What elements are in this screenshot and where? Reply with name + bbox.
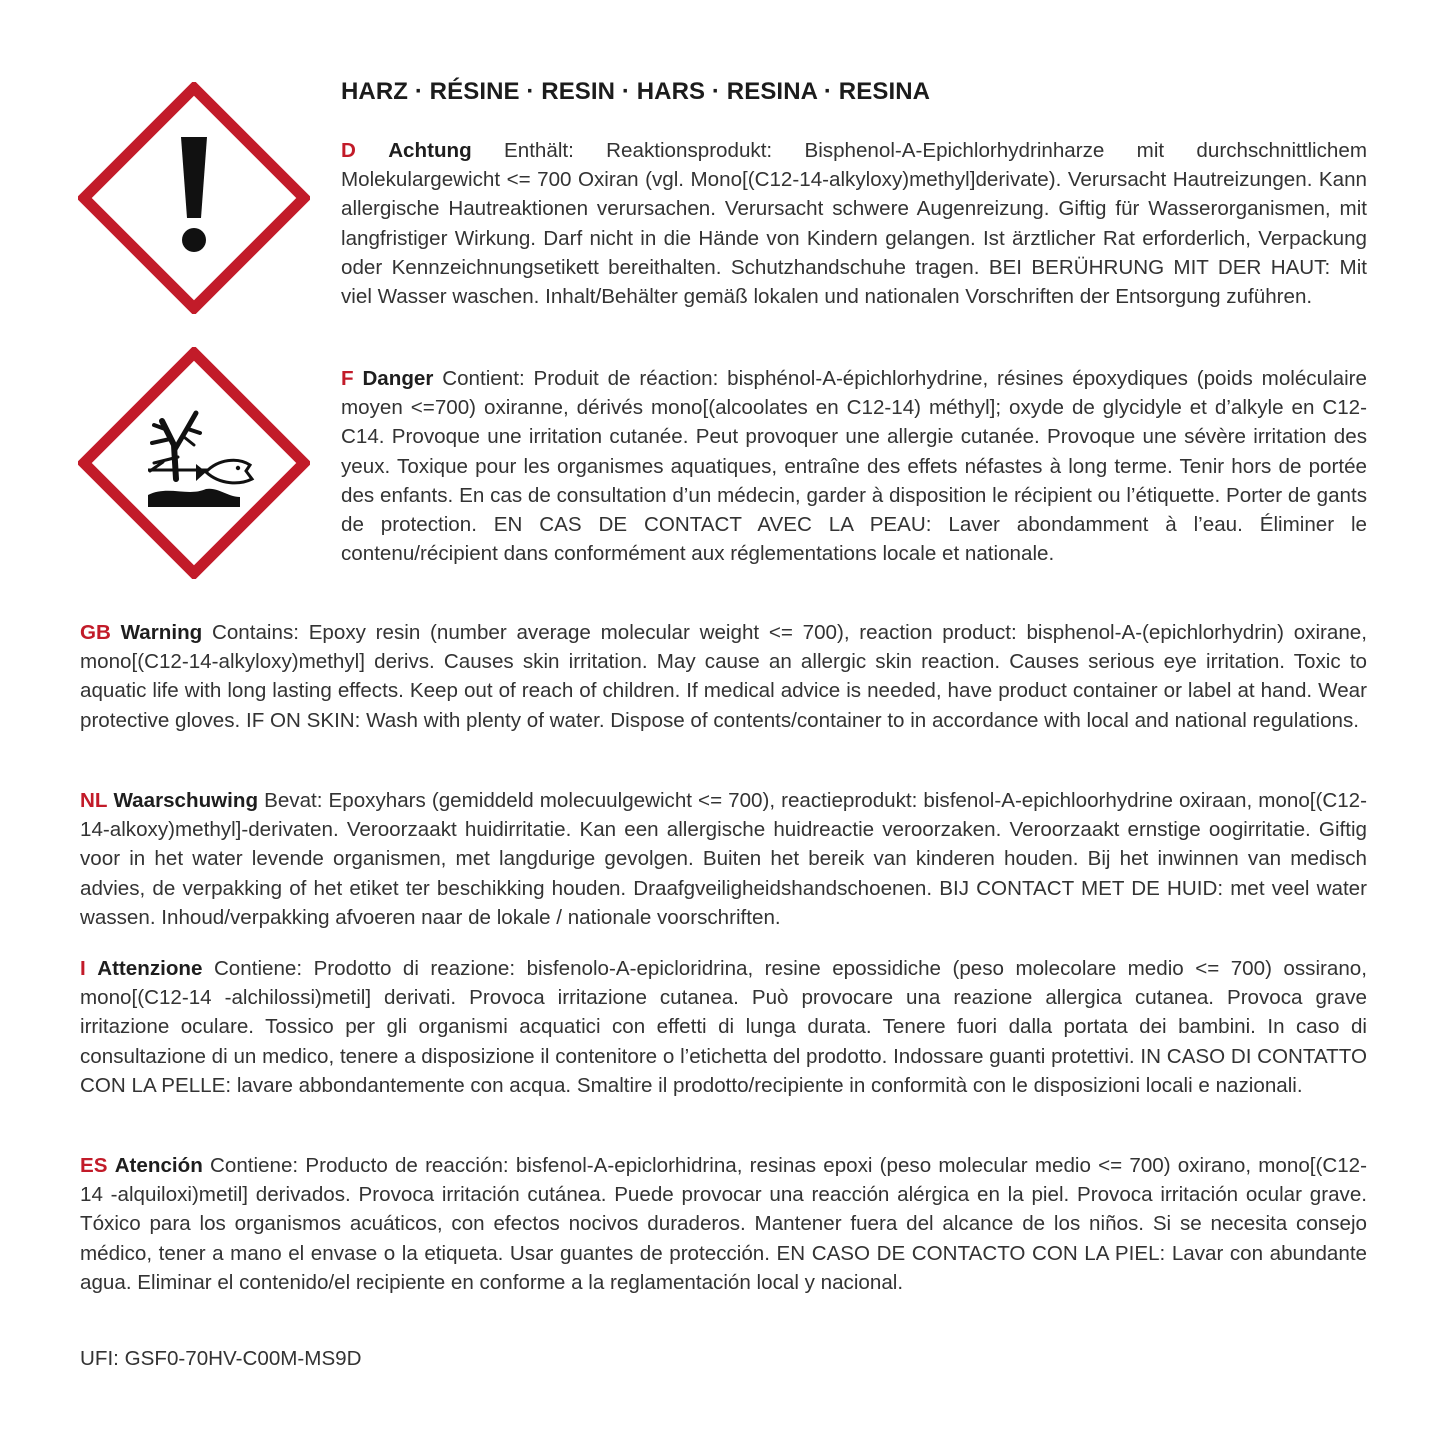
dead-tree-and-fish-icon	[78, 347, 310, 579]
hazard-text-nl	[80, 786, 1367, 932]
signal-word-fr: Danger	[362, 367, 434, 390]
signal-word-es: Atención	[114, 1154, 203, 1177]
language-code-nl: NL	[80, 789, 108, 812]
exclamation-mark-icon	[78, 82, 310, 314]
hazard-statement-es: Contiene: Producto de reacción: bisfenol-A-epiclorhidrina, resinas epoxi (peso molecular medio <= 700) oxirano, mono[(C12-14 -alquiloxi)metil] derivados. Provoca irritación cutánea. Puede provocar una reacción alérgica en la piel. Provoca irritación ocular grave. Tóxico para los organismos acuáticos, con efectos nocivos duraderos. Mantener fuera del alcance de los niños. Si se necesita consejo médico, tener a mano el envase o la etiqueta. Usar guantes de protección. EN CASO DE CONTACTO CON LA PIEL: Lavar con abundante agua. Eliminar el contenido/el recipiente en conforme a la reglamentación local y nacional.	[80, 1154, 1367, 1294]
language-code-es: ES	[80, 1154, 108, 1177]
signal-word-nl: Waarschuwing	[113, 789, 259, 812]
language-code-gb: GB	[80, 621, 111, 644]
hazard-statement-de: Enthält: Reaktionsprodukt: Bisphenol-A-Epichlorhydrinharze mit durchschnittlichem Molekulargewicht <= 700 Oxiran (vgl. Mono[(C12-14-alkyloxy)methyl]derivate). Verursacht Hautreizungen. Kann allergische Hautreaktionen verursachen. Verursacht schwere Augenreizung. Giftig für Wasserorganismen, mit langfristiger Wirkung. Darf nicht in die Hände von Kindern gelangen. Ist ärztlicher Rat erforderlich, Verpackung oder Kennzeichnungsetikett bereithalten. Schutzhandschuhe tragen. BEI BERÜHRUNG MIT DER HAUT: Mit viel Wasser waschen. Inhalt/Behälter gemäß lokalen und nationalen Vorschriften der Entsorgung zuführen.	[341, 139, 1367, 309]
hazard-text-de	[341, 136, 1367, 311]
hazard-text-es	[80, 1151, 1367, 1297]
language-code-de: D	[341, 139, 356, 162]
hazard-text-it	[80, 954, 1367, 1100]
hazard-statement-fr: Contient: Produit de réaction: bisphénol-A-épichlorhydrine, résines époxydiques (poids moléculaire moyen <=700) oxiranne, dérivés mono[(alcoolates en C12-14) méthyl]; oxyde de glycidyle et d’alkyle en C12-C14. Provoque une irritation cutanée. Peut provoquer une allergie cutanée. Provoque une sévère irritation des yeux. Toxique pour les organismes aquatiques, entraîne des effets néfastes à long terme. Tenir hors de portée des enfants. En cas de consultation d’un médecin, garder à disposition le récipient ou l’étiquette. Porter de gants de protection. EN CAS DE CONTACT AVEC LA PEAU: Laver abondamment à l’eau. Éliminer le contenu/récipient dans conformément aux réglementations locale et nationale.	[341, 367, 1367, 566]
ufi-code: UFI: GSF0-70HV-C00M-MS9D	[80, 1347, 362, 1370]
signal-word-it: Attenzione	[97, 957, 203, 980]
hazard-statement-it: Contiene: Prodotto di reazione: bisfenolo-A-epicloridrina, resine epossidiche (peso molecolare medio <= 700) ossirano, mono[(C12-14 -alchilossi)metil] derivati. Provoca irritazione cutanea. Può provocare una reazione allergica cutanea. Provoca grave irritazione oculare. Tossico per gli organismi acquatici con effetti di lunga durata. Tenere fuori dalla portata dei bambini. In caso di consultazione di un medico, tenere a disposizione il contenitore o l’etichetta del prodotto. Indossare guanti protettivi. IN CASO DI CONTATTO CON LA PELLE: lavare abbondantemente con acqua. Smaltire il prodotto/recipiente in conformità con le disposizioni locali e nazionali.	[80, 957, 1367, 1097]
signal-word-de: Achtung	[388, 139, 472, 162]
hazard-statement-gb: Contains: Epoxy resin (number average molecular weight <= 700), reaction product: bisphenol-A-(epichlorhydrin) oxirane, mono[(C12-14-alkyloxy)methyl] derivs. Causes skin irritation. May cause an allergic skin reaction. Causes serious eye irritation. Toxic to aquatic life with long lasting effects. Keep out of reach of children. If medical advice is needed, have product container or label at hand. Wear protective gloves. IF ON SKIN: Wash with plenty of water. Dispose of contents/container to in accordance with local and national regulations.	[80, 621, 1367, 732]
hazard-statement-nl: Bevat: Epoxyhars (gemiddeld molecuulgewicht <= 700), reactieprodukt: bisfenol-A-epichloorhydrine oxiraan, mono[(C12-14-alkoxy)methyl]-derivaten. Veroorzaakt huidirritatie. Kan een allergische huidreactie veroorzaken. Veroorzaakt ernstige oogirritatie. Giftig voor in het water levende organismen, met langdurige gevolgen. Buiten het bereik van kinderen houden. Bij het inwinnen van medisch advies, de verpakking of het etiket ter beschikking houden. Draafgveiligheidshandschoenen. BIJ CONTACT MET DE HUID: met veel water wassen. Inhoud/verpakking afvoeren naar de lokale / nationale voorschriften.	[80, 789, 1367, 929]
environment-hazard-pictogram	[78, 347, 310, 579]
hazard-text-fr	[341, 364, 1367, 568]
exclamation-hazard-pictogram	[78, 82, 310, 314]
signal-word-gb: Warning	[120, 621, 203, 644]
language-code-fr: F	[341, 367, 354, 390]
product-title: HARZ · RÉSINE · RESIN · HARS · RESINA · RESINA	[341, 78, 931, 105]
hazard-text-gb	[80, 618, 1367, 735]
language-code-it: I	[80, 957, 86, 980]
